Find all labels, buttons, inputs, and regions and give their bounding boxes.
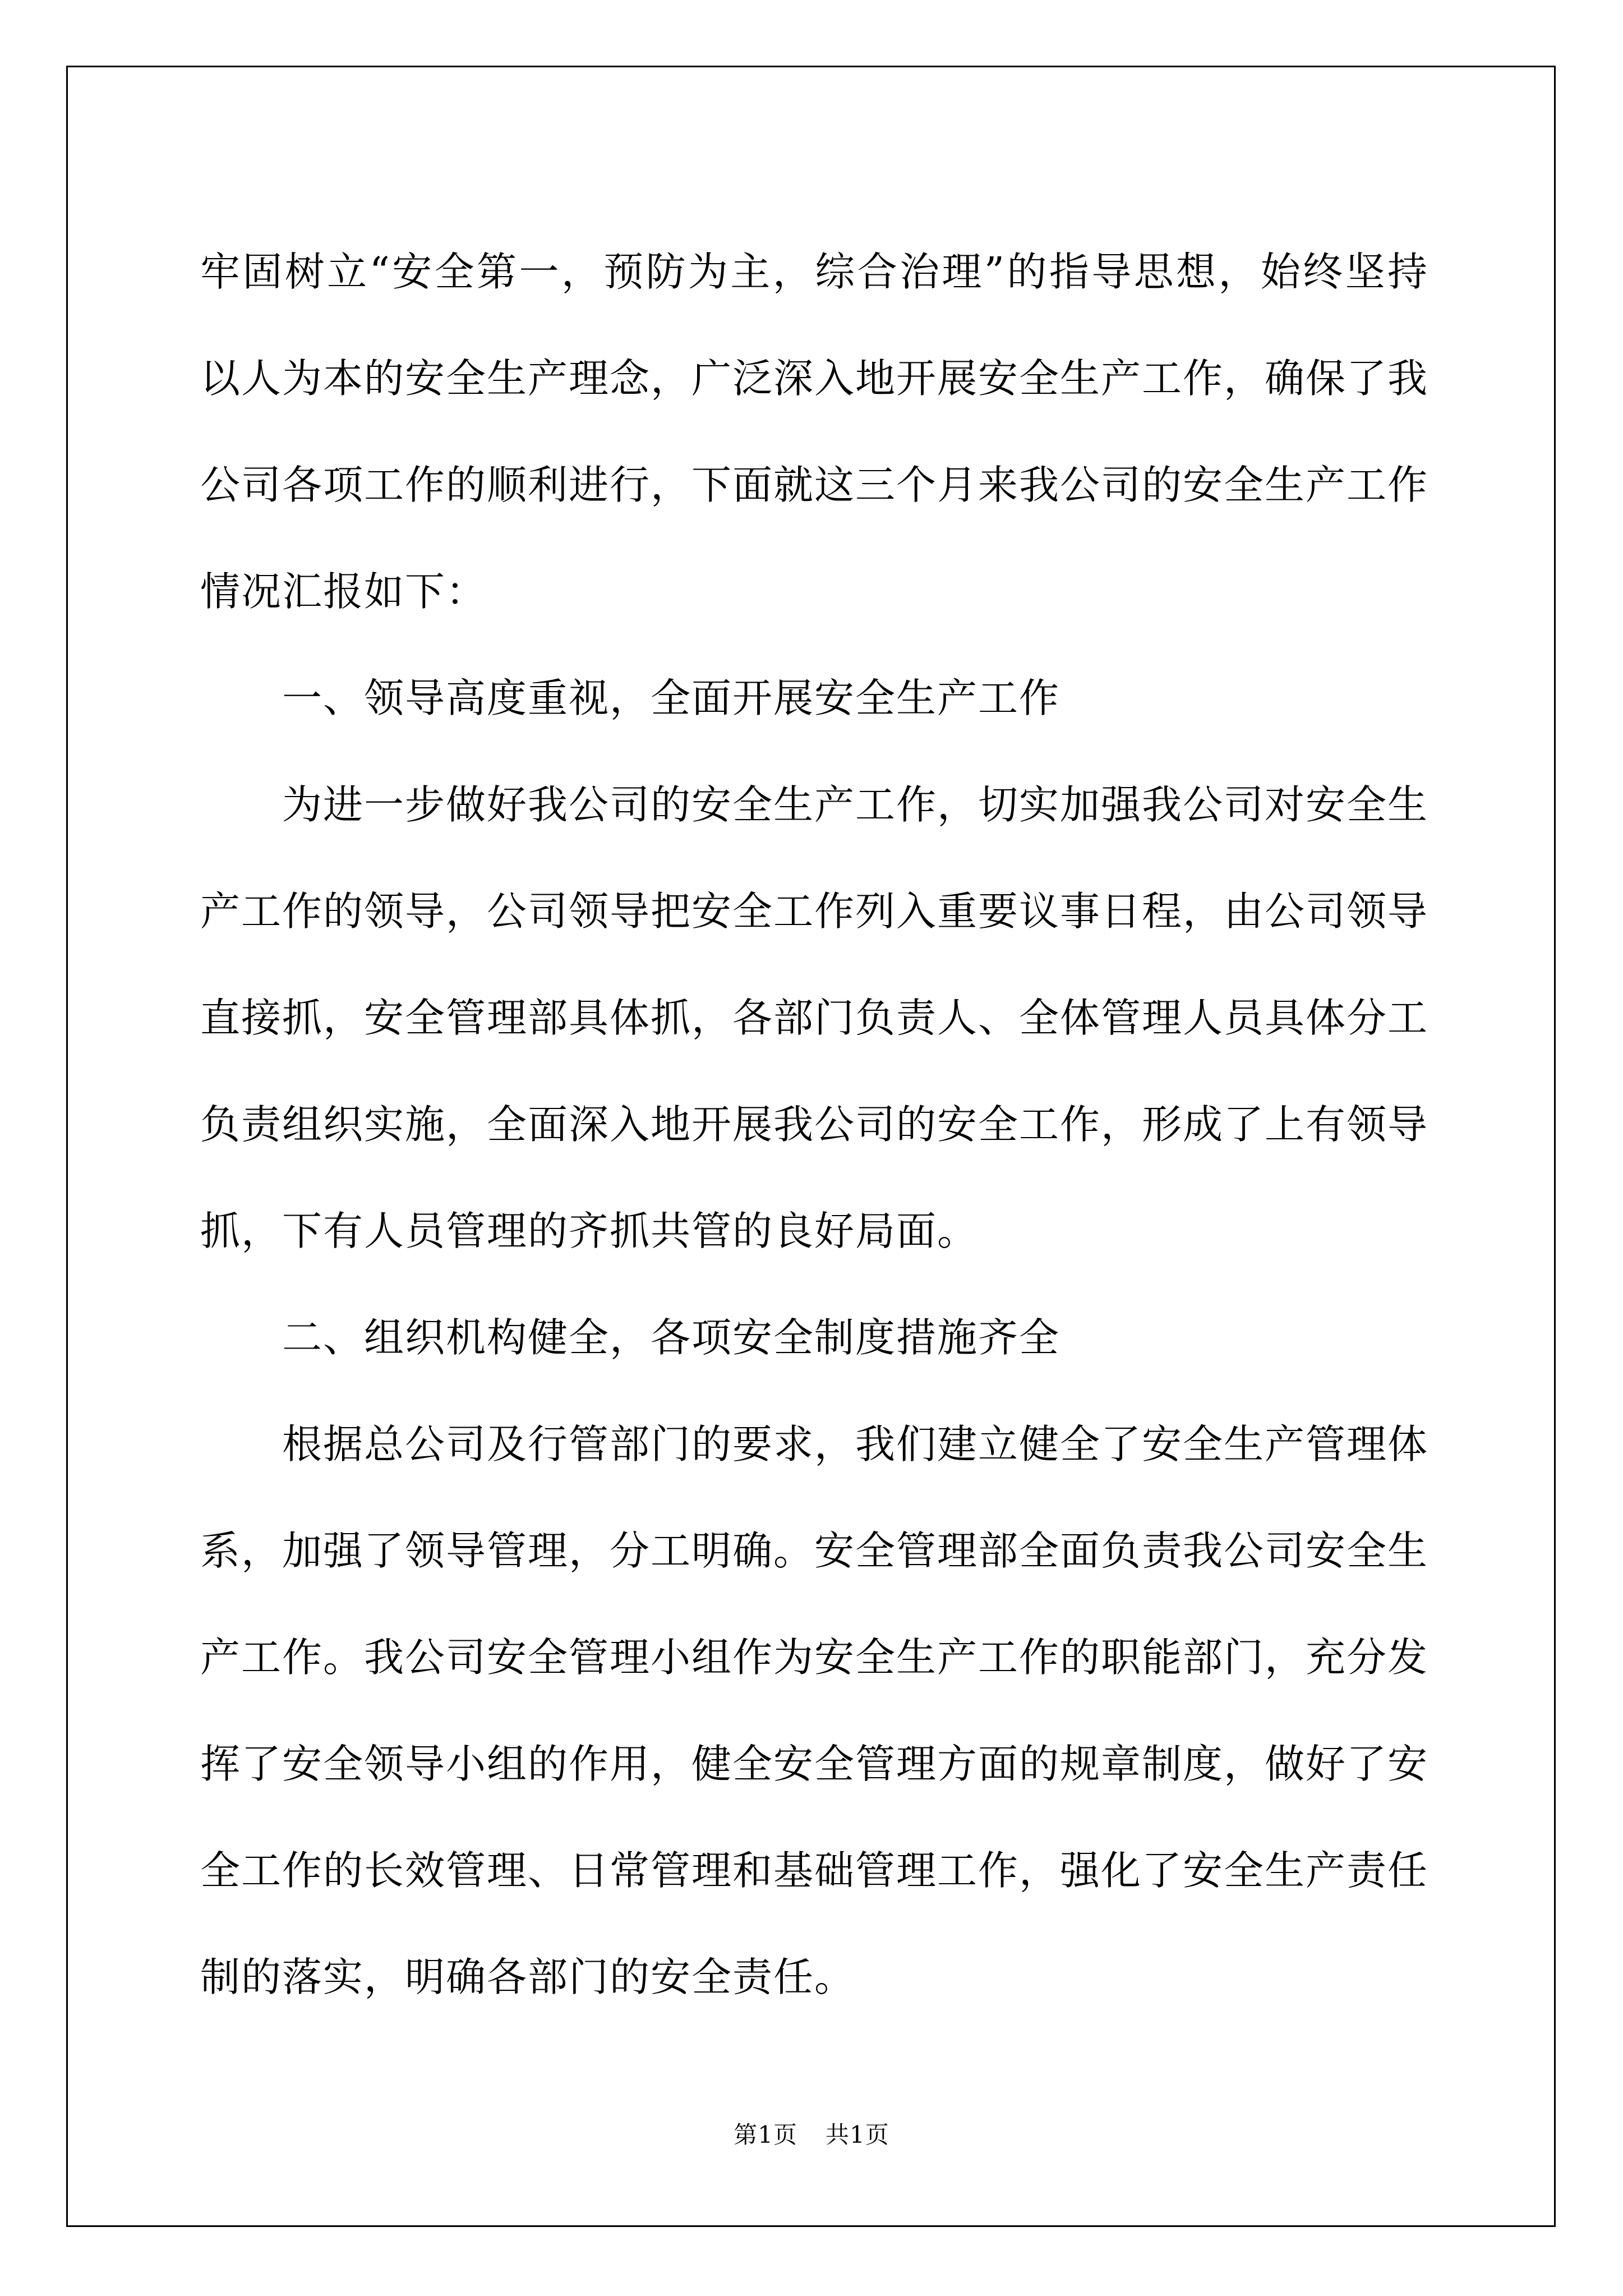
- page-total: 共1页: [826, 2121, 889, 2148]
- section-1-paragraph: 为进一步做好我公司的安全生产工作，切实加强我公司对安全生产工作的领导，公司领导把安全工作列入重要议事日程，由公司领导直接抓，安全管理部具体抓，各部门负责人、全体管理人员具体分工负责组织实施，全面深入地开展我公司的安全工作，形成了上有领导抓，下有人员管理的齐抓共管的良好局面。: [200, 781, 1429, 1254]
- document-body: [200, 219, 1428, 2031]
- section-heading-1: 一、领导高度重视，全面开展安全生产工作: [282, 675, 1061, 721]
- section-heading-2: 二、组织机构健全，各项安全制度措施齐全: [282, 1314, 1061, 1361]
- intro-paragraph: 牢固树立“安全第一，预防为主，综合治理”的指导思想，始终坚持以人为本的安全生产理念，广泛深入地开展安全生产工作，确保了我公司各项工作的顺利进行，下面就这三个月来我公司的安全生产工作情况汇报如下：: [200, 249, 1429, 615]
- page-footer: [0, 2118, 1623, 2152]
- page-number: 第1页: [734, 2121, 797, 2148]
- section-2-paragraph: 根据总公司及行管部门的要求，我们建立健全了安全生产管理体系，加强了领导管理，分工明确。安全管理部全面负责我公司安全生产工作。我公司安全管理小组作为安全生产工作的职能部门，充分发挥了安全领导小组的作用，健全安全管理方面的规章制度，做好了安全工作的长效管理、日常管理和基础管理工作，强化了安全生产责任制的落实，明确各部门的安全责任。: [200, 1421, 1429, 2000]
